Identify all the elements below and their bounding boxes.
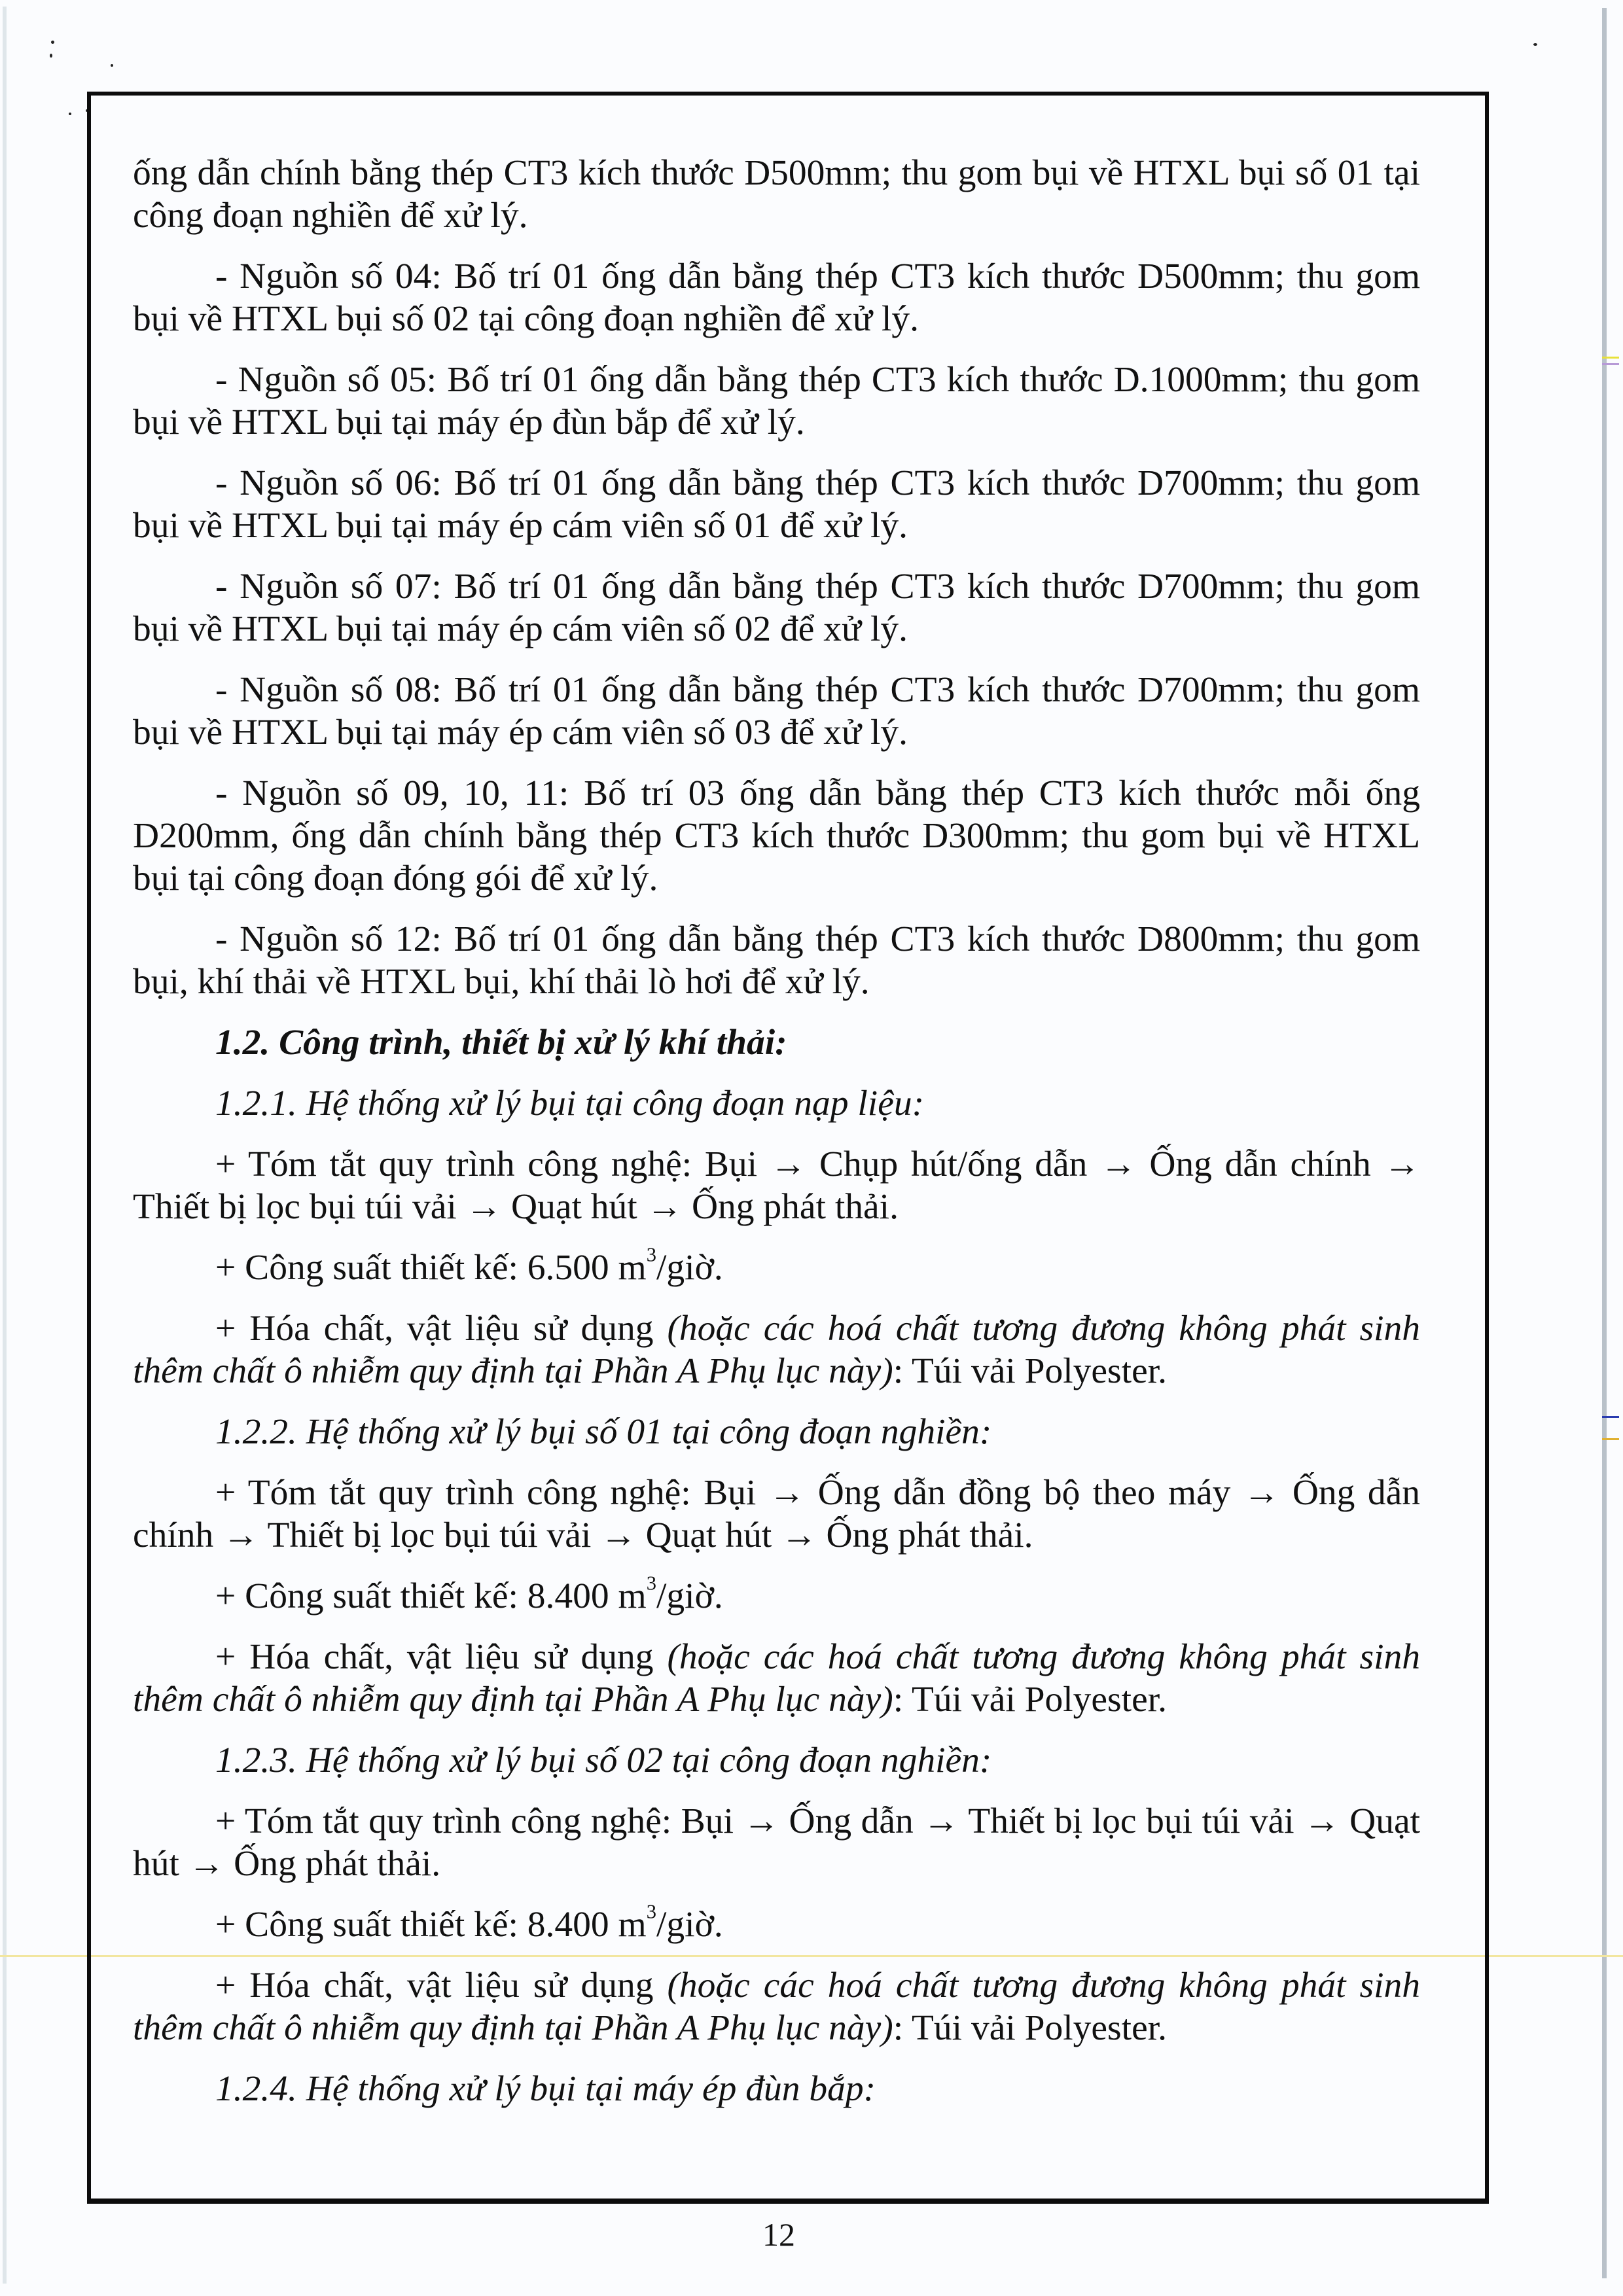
speck <box>69 113 71 115</box>
process-summary: + Tóm tắt quy trình công nghệ: Bụi → Ống dẫn → Thiết bị lọc bụi túi vải → Quạt hút → Ống phát thải. <box>133 1801 1420 1884</box>
source-item-04: - Nguồn số 04: Bố trí 01 ống dẫn bằng thép CT3 kích thước D500mm; thu gom bụi về HTXL bụi số 02 tại công đoạn nghiền để xử lý. <box>133 256 1420 339</box>
chemicals-materials <box>133 1964 1420 2049</box>
chemicals-label: + Hóa chất, vật liệu sử dụng <box>215 1637 668 1677</box>
page-number: 12 <box>762 2216 795 2253</box>
capacity-unit: /giờ. <box>656 1248 723 1288</box>
subsection-heading-1-2-1: 1.2.1. Hệ thống xử lý bụi tại công đoạn nạp liệu: <box>215 1084 925 1123</box>
capacity-text: + Công suất thiết kế: 6.500 m <box>215 1248 647 1288</box>
capacity-unit: /giờ. <box>656 1576 723 1616</box>
chemicals-note: (hoặc các hoá chất tương đương không phát sinh thêm chất ô nhiễm quy định tại Phần A Phụ lục này) <box>133 1966 1420 2048</box>
chemicals-materials <box>133 1307 1420 1392</box>
subsection-heading-1-2-2: 1.2.2. Hệ thống xử lý bụi số 01 tại công đoạn nghiền: <box>215 1412 992 1452</box>
design-capacity <box>133 1900 1420 1946</box>
scan-mark-orange <box>1602 1438 1619 1440</box>
speck <box>1533 43 1537 46</box>
capacity-exponent: 3 <box>646 1572 656 1595</box>
capacity-unit: /giờ. <box>656 1905 723 1945</box>
speck <box>50 54 52 58</box>
capacity-exponent: 3 <box>646 1900 656 1923</box>
subsection-heading-1-2-3: 1.2.3. Hệ thống xử lý bụi số 02 tại công đoạn nghiền: <box>215 1740 992 1780</box>
chemicals-value: : Túi vải Polyester. <box>893 2008 1168 2048</box>
scan-mark-blue <box>1602 1416 1619 1418</box>
chemicals-label: + Hóa chất, vật liệu sử dụng <box>215 1966 668 2005</box>
chemicals-value: : Túi vải Polyester. <box>893 1680 1168 1720</box>
paragraph-continuation: ống dẫn chính bằng thép CT3 kích thước D500mm; thu gom bụi về HTXL bụi số 01 tại công đoạn nghiền để xử lý. <box>133 153 1420 236</box>
design-capacity <box>133 1243 1420 1289</box>
source-item-08: - Nguồn số 08: Bố trí 01 ống dẫn bằng thép CT3 kích thước D700mm; thu gom bụi về HTXL bụi tại máy ép cám viên số 03 để xử lý. <box>133 670 1420 752</box>
section-heading-1-2: 1.2. Công trình, thiết bị xử lý khí thải: <box>215 1023 787 1063</box>
speck <box>51 41 54 44</box>
chemicals-materials <box>133 1636 1420 1721</box>
speck <box>111 64 113 67</box>
document-body <box>133 152 1420 2128</box>
chemicals-label: + Hóa chất, vật liệu sử dụng <box>215 1309 668 1349</box>
scan-edge-right <box>1602 8 1607 2278</box>
source-item-07: - Nguồn số 07: Bố trí 01 ống dẫn bằng thép CT3 kích thước D700mm; thu gom bụi về HTXL bụi tại máy ép cám viên số 02 để xử lý. <box>133 567 1420 649</box>
scan-mark-yellow <box>1602 357 1619 359</box>
source-item-12: - Nguồn số 12: Bố trí 01 ống dẫn bằng thép CT3 kích thước D800mm; thu gom bụi, khí thải về HTXL bụi, khí thải lò hơi để xử lý. <box>133 919 1420 1002</box>
source-item-05: - Nguồn số 05: Bố trí 01 ống dẫn bằng thép CT3 kích thước D.1000mm; thu gom bụi về HTXL bụi tại máy ép đùn bắp để xử lý. <box>133 360 1420 442</box>
subsection-heading-1-2-4: 1.2.4. Hệ thống xử lý bụi tại máy ép đùn bắp: <box>215 2069 876 2109</box>
chemicals-value: : Túi vải Polyester. <box>893 1351 1168 1391</box>
capacity-text: + Công suất thiết kế: 8.400 m <box>215 1576 647 1616</box>
source-item-09-11: - Nguồn số 09, 10, 11: Bố trí 03 ống dẫn bằng thép CT3 kích thước mỗi ống D200mm, ống dẫn chính bằng thép CT3 kích thước D300mm; thu gom bụi về HTXL bụi tại công đoạn đóng gói để xử lý. <box>133 773 1420 898</box>
chemicals-note: (hoặc các hoá chất tương đương không phát sinh thêm chất ô nhiễm quy định tại Phần A Phụ lục này) <box>133 1309 1420 1391</box>
process-summary: + Tóm tắt quy trình công nghệ: Bụi → Ống dẫn đồng bộ theo máy → Ống dẫn chính → Thiết bị lọc bụi túi vải → Quạt hút → Ống phát thải. <box>133 1473 1420 1555</box>
process-summary: + Tóm tắt quy trình công nghệ: Bụi → Chụp hút/ống dẫn → Ống dẫn chính → Thiết bị lọc bụi túi vải → Quạt hút → Ống phát thải. <box>133 1144 1420 1227</box>
chemicals-note: (hoặc các hoá chất tương đương không phát sinh thêm chất ô nhiễm quy định tại Phần A Phụ lục này) <box>133 1637 1420 1720</box>
capacity-text: + Công suất thiết kế: 8.400 m <box>215 1905 647 1945</box>
capacity-exponent: 3 <box>646 1243 656 1266</box>
scan-edge-left <box>3 7 7 2284</box>
scan-mark-purple <box>1602 363 1619 365</box>
source-item-06: - Nguồn số 06: Bố trí 01 ống dẫn bằng thép CT3 kích thước D700mm; thu gom bụi về HTXL bụi tại máy ép cám viên số 01 để xử lý. <box>133 463 1420 546</box>
design-capacity <box>133 1572 1420 1617</box>
